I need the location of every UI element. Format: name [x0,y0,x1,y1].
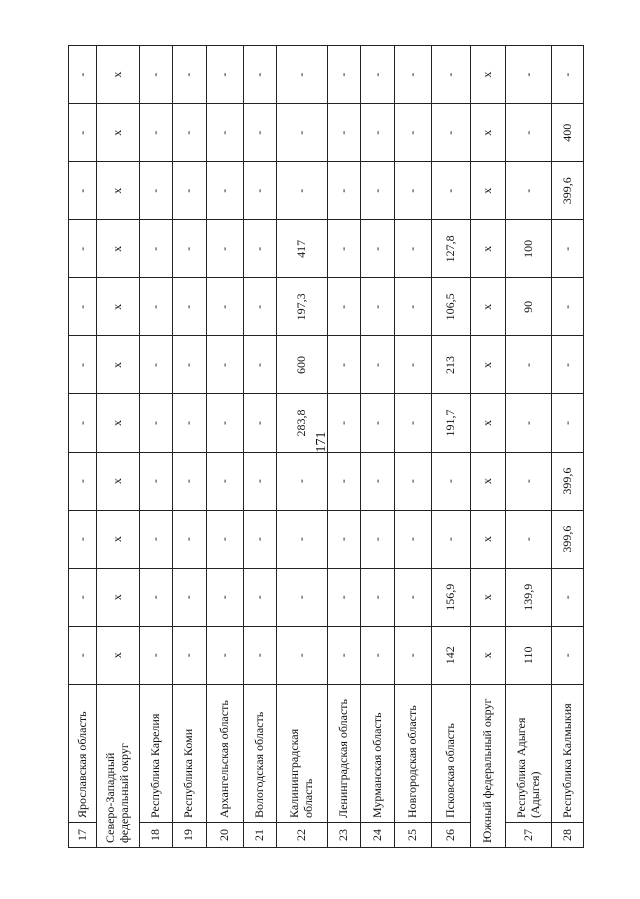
value-cell: 417 [277,220,328,278]
value-cell: - [277,46,328,104]
value-cell: - [277,626,328,684]
value-cell: - [139,394,172,452]
table-row [394,46,431,848]
value-cell: - [505,104,552,162]
table-row [206,46,243,848]
value-cell: - [361,46,394,104]
value-cell: 156,9 [432,568,470,626]
value-cell: - [206,104,243,162]
value-cell: - [361,336,394,394]
table-row [243,46,276,848]
value-cell: - [69,394,97,452]
value-cell: - [206,278,243,336]
value-cell: 142 [432,626,470,684]
value-cell: - [173,568,206,626]
value-cell: - [394,510,431,568]
value-cell: x [97,568,139,626]
value-cell: x [97,626,139,684]
value-cell: - [327,220,360,278]
value-cell: x [470,568,505,626]
value-cell: - [243,626,276,684]
table-row [327,46,360,848]
value-cell: - [552,278,584,336]
district-row [97,46,139,848]
data-table [68,45,584,848]
value-cell: x [97,336,139,394]
region-name-cell: Вологодская область [243,684,276,822]
value-cell: x [470,394,505,452]
value-cell: x [470,510,505,568]
value-cell: - [206,220,243,278]
value-cell: - [139,510,172,568]
value-cell: x [470,278,505,336]
value-cell: - [243,46,276,104]
value-cell: x [97,394,139,452]
value-cell: - [361,162,394,220]
value-cell: 283,8 [277,394,328,452]
value-cell: x [97,104,139,162]
value-cell: - [243,220,276,278]
value-cell: x [97,510,139,568]
value-cell: - [327,46,360,104]
row-number-cell: 26 [432,822,470,847]
value-cell: - [361,626,394,684]
value-cell: - [139,278,172,336]
value-cell: - [206,626,243,684]
district-name-cell: Северо-Западный федеральный округ [97,684,139,847]
value-cell: - [69,162,97,220]
value-cell: - [69,278,97,336]
value-cell: - [432,162,470,220]
value-cell: - [552,220,584,278]
value-cell: - [552,336,584,394]
row-number-cell: 27 [505,822,552,847]
value-cell: 213 [432,336,470,394]
value-cell: - [69,46,97,104]
value-cell: - [69,510,97,568]
value-cell: - [327,394,360,452]
value-cell: - [206,162,243,220]
value-cell: - [361,220,394,278]
value-cell: - [394,452,431,510]
row-number-cell: 25 [394,822,431,847]
table-row [552,46,584,848]
value-cell: - [69,104,97,162]
value-cell: - [394,104,431,162]
value-cell: - [243,162,276,220]
rotated-table-container [68,45,584,848]
value-cell: 197,3 [277,278,328,336]
value-cell: - [173,46,206,104]
value-cell: - [327,452,360,510]
value-cell: - [243,336,276,394]
region-name-cell: Калининградская область [277,684,328,822]
value-cell: - [552,568,584,626]
value-cell: - [361,394,394,452]
value-cell: - [69,568,97,626]
value-cell: x [97,278,139,336]
value-cell: - [327,510,360,568]
row-number-cell: 23 [327,822,360,847]
value-cell: 106,5 [432,278,470,336]
value-cell: - [394,46,431,104]
value-cell: - [173,452,206,510]
value-cell: - [552,394,584,452]
value-cell: - [206,394,243,452]
table-row [432,46,470,848]
row-number-cell: 22 [277,822,328,847]
value-cell: x [470,162,505,220]
value-cell: - [206,568,243,626]
value-cell: x [97,46,139,104]
value-cell: - [139,568,172,626]
value-cell: - [139,104,172,162]
value-cell: - [69,626,97,684]
region-name-cell: Ленинградская область [327,684,360,822]
region-name-cell: Мурманская область [361,684,394,822]
value-cell: x [97,452,139,510]
value-cell: - [327,336,360,394]
value-cell: - [206,46,243,104]
region-name-cell: Архангельская область [206,684,243,822]
region-name-cell: Псковская область [432,684,470,822]
value-cell: - [69,452,97,510]
value-cell: 139,9 [505,568,552,626]
value-cell: - [139,336,172,394]
value-cell: - [173,336,206,394]
value-cell: - [139,220,172,278]
value-cell: - [327,626,360,684]
value-cell: - [173,220,206,278]
region-name-cell: Республика Коми [173,684,206,822]
row-number-cell: 21 [243,822,276,847]
value-cell: - [139,452,172,510]
table-row [173,46,206,848]
row-number-cell: 24 [361,822,394,847]
value-cell: - [432,104,470,162]
value-cell: x [470,46,505,104]
value-cell: - [139,46,172,104]
district-row [470,46,505,848]
value-cell: 90 [505,278,552,336]
value-cell: - [394,626,431,684]
value-cell: - [139,626,172,684]
value-cell: - [243,394,276,452]
value-cell: - [243,510,276,568]
value-cell: - [277,510,328,568]
value-cell: 399,6 [552,452,584,510]
value-cell: - [361,510,394,568]
value-cell: - [69,336,97,394]
value-cell: - [243,104,276,162]
table-row [69,46,97,848]
value-cell: - [277,162,328,220]
value-cell: - [432,510,470,568]
value-cell: - [327,568,360,626]
value-cell: - [394,278,431,336]
value-cell: - [173,162,206,220]
region-name-cell: Республика Адыгея (Адыгея) [505,684,552,822]
value-cell: - [552,626,584,684]
value-cell: - [173,278,206,336]
row-number-cell: 19 [173,822,206,847]
table-body [69,46,584,848]
value-cell: 399,6 [552,162,584,220]
row-number-cell: 17 [69,822,97,847]
value-cell: - [361,452,394,510]
value-cell: x [97,220,139,278]
value-cell: 400 [552,104,584,162]
value-cell: - [505,510,552,568]
value-cell: - [206,510,243,568]
table-row [505,46,552,848]
table-row [361,46,394,848]
district-name-cell: Южный федеральный округ [470,684,505,847]
value-cell: - [243,278,276,336]
value-cell: - [173,626,206,684]
value-cell: - [173,104,206,162]
value-cell: - [139,162,172,220]
value-cell: - [361,104,394,162]
value-cell: - [394,220,431,278]
value-cell: x [470,336,505,394]
value-cell: 127,8 [432,220,470,278]
value-cell: - [361,278,394,336]
value-cell: x [470,452,505,510]
value-cell: - [243,452,276,510]
value-cell: - [327,162,360,220]
value-cell: - [361,568,394,626]
value-cell: - [173,510,206,568]
table-row [277,46,328,848]
value-cell: - [173,394,206,452]
row-number-cell: 18 [139,822,172,847]
value-cell: - [505,46,552,104]
value-cell: x [97,162,139,220]
value-cell: - [243,568,276,626]
value-cell: - [394,336,431,394]
value-cell: - [432,452,470,510]
row-number-cell: 28 [552,822,584,847]
value-cell: 600 [277,336,328,394]
value-cell: - [505,162,552,220]
value-cell: - [552,46,584,104]
region-name-cell: Новгородская область [394,684,431,822]
value-cell: - [277,568,328,626]
region-name-cell: Республика Карелия [139,684,172,822]
value-cell: - [394,394,431,452]
value-cell: - [69,220,97,278]
table-row [139,46,172,848]
value-cell: - [505,394,552,452]
value-cell: - [206,336,243,394]
row-number-cell: 20 [206,822,243,847]
value-cell: 100 [505,220,552,278]
value-cell: x [470,220,505,278]
value-cell: - [327,104,360,162]
value-cell: 191,7 [432,394,470,452]
value-cell: 110 [505,626,552,684]
region-name-cell: Республика Калмыкия [552,684,584,822]
region-name-cell: Ярославская область [69,684,97,822]
value-cell: - [394,162,431,220]
table-wrapper [68,45,584,848]
value-cell: - [277,452,328,510]
value-cell: 399,6 [552,510,584,568]
value-cell: - [277,104,328,162]
value-cell: x [470,626,505,684]
value-cell: - [505,336,552,394]
value-cell: - [394,568,431,626]
value-cell: - [327,278,360,336]
value-cell: x [470,104,505,162]
page-number: 171 [314,431,329,453]
value-cell: - [505,452,552,510]
value-cell: - [206,452,243,510]
value-cell: - [432,46,470,104]
